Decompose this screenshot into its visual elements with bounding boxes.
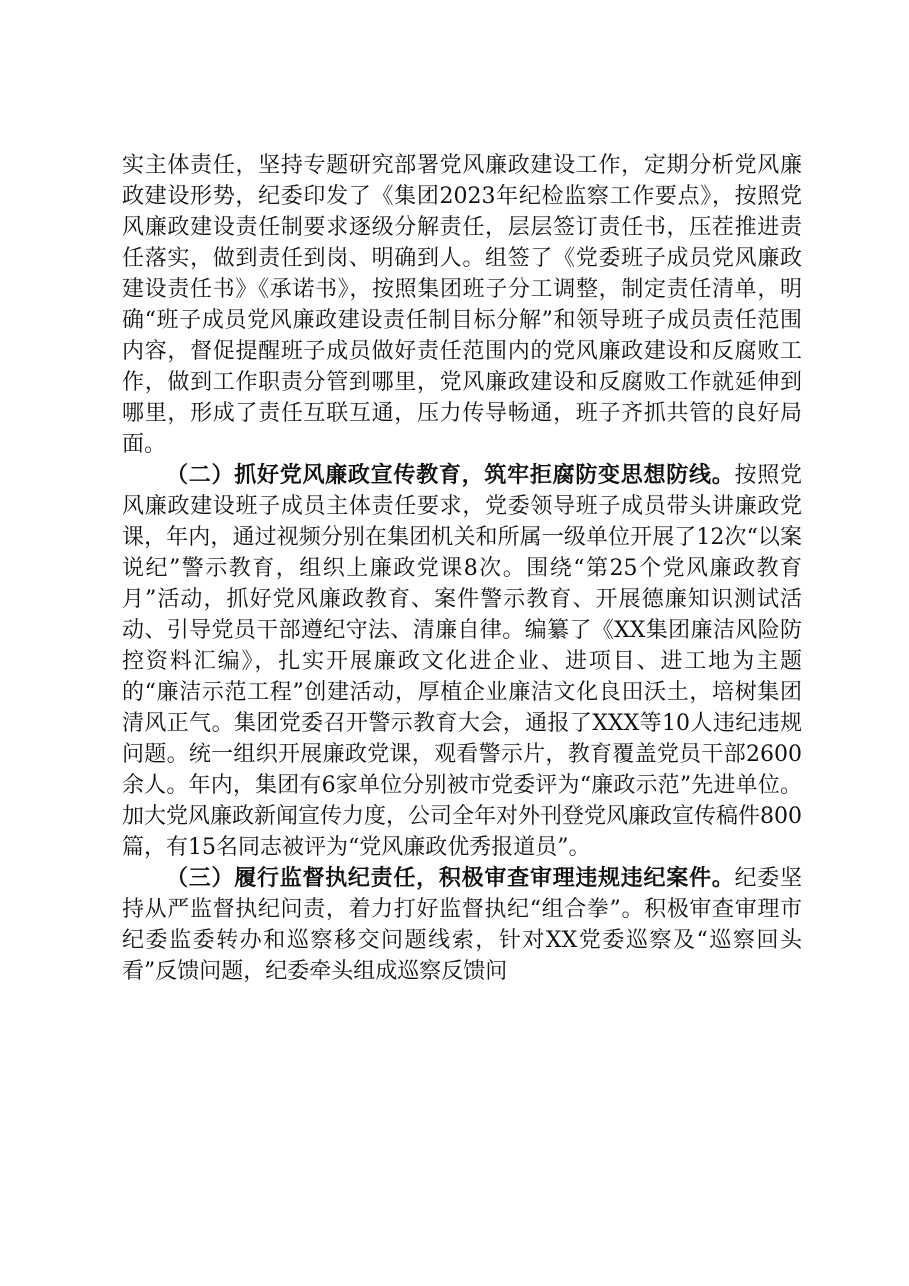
paragraph-text: 实主体责任，坚持专题研究部署党风廉政建设工作，定期分析党风廉政建设形势，纪委印发了《集团2023年纪检监察工作要点》，按照党风廉政建设责任制要求逐级分解责任，层层签订责任书，压茬推进责任落实，做到责任到岗、明确到人。组签了《党委班子成员党风廉政建设责任书》《承诺书》，按照集团班子分工调整，制定责任清单，明确“班子成员党风廉政建设责任制目标分解”和领导班子成员责任范围内容，督促提醒班子成员做好责任范围内的党风廉政建设和反腐败工作，做到工作职责分管到哪里，党风廉政建设和反腐败工作就延伸到哪里，形成了责任互联互通，压力传导畅通，班子齐抓共管的良好局面。 xyxy=(122,153,802,457)
paragraph-text: 按照党风廉政建设班子成员主体责任要求，党委领导班子成员带头讲廉政党课，年内，通过视频分别在集团机关和所属一级单位开展了12次“以案说纪”警示教育，组织上廉政党课8次。围绕“第25个党风廉政教育月”活动，抓好党风廉政教育、案件警示教育、开展德廉知识测试活动、引导党员干部遵纪守法、清廉自律。编纂了《XX集团廉洁风险防控资料汇编》，扎实开展廉政文化进企业、进项目、进工地为主题的“廉洁示范工程”创建活动，厚植企业廉洁文化良田沃土，培树集团清风正气。集团党委召开警示教育大会，通报了XXX等10人违纪违规问题。统一组织开展廉政党课，观看警示片，教育覆盖党员干部2600余人。年内，集团有6家单位分别被市党委评为“廉政示范”先进单位。加大党风廉政新闻宣传力度，公司全年对外刊登党风廉政宣传稿件800篇，有15名同志被评为“党风廉政优秀报道员”。 xyxy=(122,463,802,860)
document-body xyxy=(122,150,802,987)
section-heading: （三）履行监督执纪责任，积极审查审理违规违纪案件。 xyxy=(166,865,735,891)
paragraph-continued xyxy=(122,150,802,460)
paragraph-section-2 xyxy=(122,460,802,863)
paragraph-section-3 xyxy=(122,863,802,987)
section-heading: （二）抓好党风廉政宣传教育，筑牢拒腐防变思想防线。 xyxy=(166,462,735,488)
paragraph-text: 纪委坚持从严监督执纪问责，着力打好监督执纪“组合拳”。积极审查审理市纪委监委转办和巡察移交问题线索，针对XX党委巡察及“巡察回头看”反馈问题，纪委牵头组成巡察反馈问 xyxy=(122,866,802,984)
